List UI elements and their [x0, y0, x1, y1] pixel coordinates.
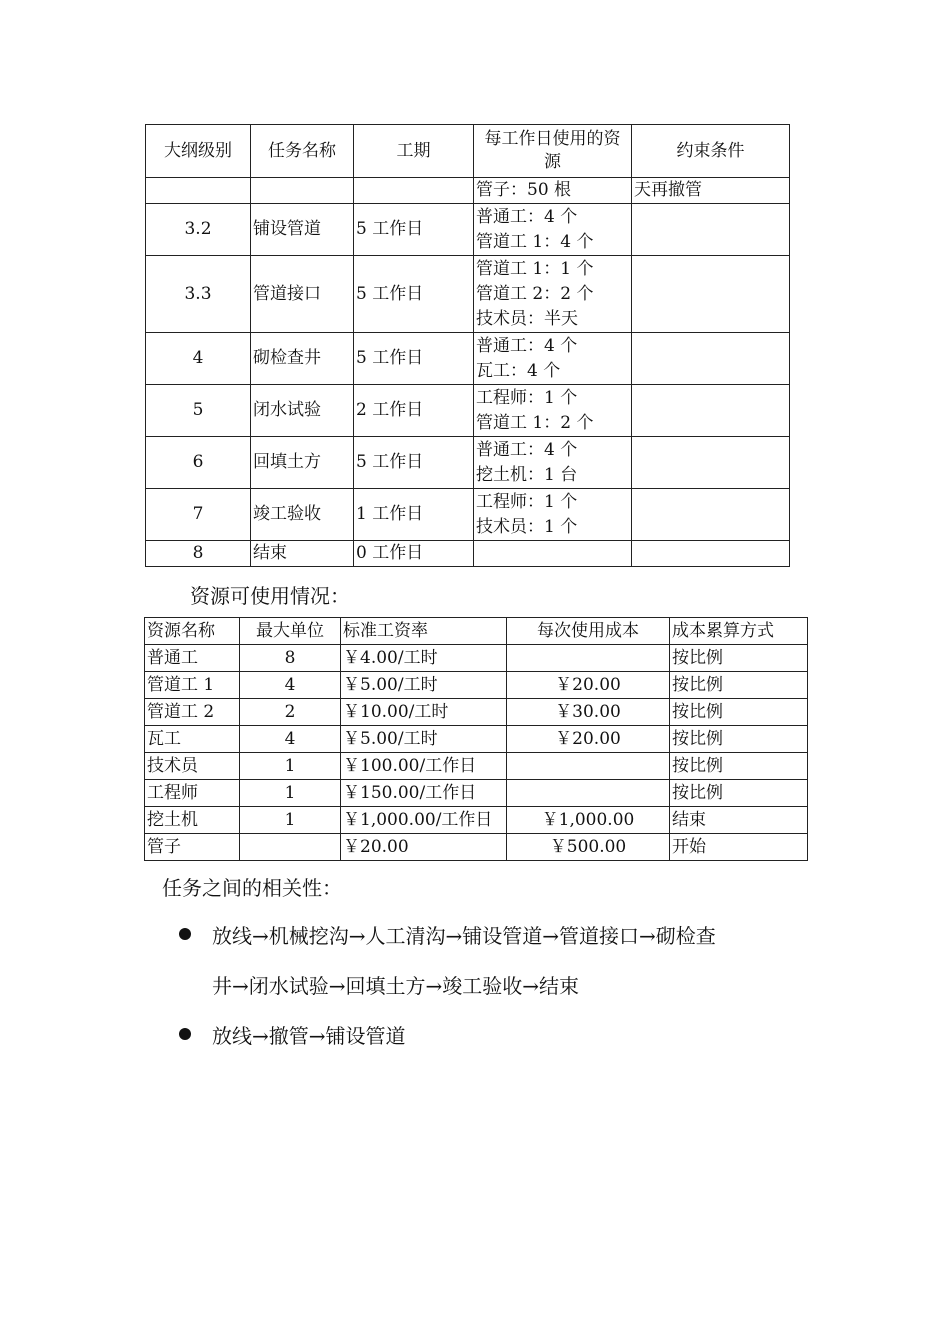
task-level: 3.3 — [146, 256, 251, 333]
resource-name: 瓦工 — [145, 726, 240, 753]
task-duration: 5 工作日 — [354, 256, 474, 333]
table-row — [145, 807, 808, 834]
resource-cost: ￥500.00 — [507, 834, 670, 861]
table-row — [145, 753, 808, 780]
task-resources — [474, 437, 632, 489]
task-level: 8 — [146, 541, 251, 567]
resource-cost: ￥1,000.00 — [507, 807, 670, 834]
task-level: 3.2 — [146, 204, 251, 256]
header-task-name: 任务名称 — [251, 125, 354, 178]
header-resources — [474, 125, 632, 178]
task-resources — [474, 385, 632, 437]
table-row — [145, 672, 808, 699]
task-constraint — [632, 204, 790, 256]
resource-line: 工程师：1 个 — [476, 491, 578, 512]
task-constraint — [632, 541, 790, 567]
header-constraint: 约束条件 — [632, 125, 790, 178]
table-row — [146, 385, 790, 437]
resource-max: 4 — [240, 726, 341, 753]
header-resources-line-1: 每工作日使用的资 — [484, 129, 621, 149]
task-duration: 0 工作日 — [354, 541, 474, 567]
task-level: 7 — [146, 489, 251, 541]
table-row — [146, 489, 790, 541]
resource-table-header-row — [145, 618, 808, 645]
dependency-line-1-continued: 井→闭水试验→回填土方→竣工验收→结束 — [212, 974, 580, 998]
task-level: 4 — [146, 333, 251, 385]
task-resources — [474, 256, 632, 333]
resource-accrual: 按比例 — [670, 672, 808, 699]
bullet-dot-icon — [179, 928, 191, 940]
resource-accrual: 按比例 — [670, 699, 808, 726]
task-resources — [474, 178, 632, 204]
header-cost-per-use: 每次使用成本 — [507, 618, 670, 645]
task-level: 6 — [146, 437, 251, 489]
resource-line: 管道工 2：2 个 — [476, 283, 594, 304]
task-resources — [474, 204, 632, 256]
task-duration: 2 工作日 — [354, 385, 474, 437]
task-constraint — [632, 437, 790, 489]
resource-line: 普通工：4 个 — [476, 206, 578, 227]
table-row — [146, 541, 790, 567]
header-resource-name: 资源名称 — [145, 618, 240, 645]
resource-name: 挖土机 — [145, 807, 240, 834]
table-row — [145, 699, 808, 726]
table-row — [146, 256, 790, 333]
task-duration: 5 工作日 — [354, 333, 474, 385]
task-constraint — [632, 333, 790, 385]
resource-cost — [507, 780, 670, 807]
resource-cost — [507, 645, 670, 672]
task-name: 闭水试验 — [251, 385, 354, 437]
resource-name: 管子 — [145, 834, 240, 861]
task-level — [146, 178, 251, 204]
table-row — [145, 726, 808, 753]
task-duration: 1 工作日 — [354, 489, 474, 541]
resource-rate: ￥20.00 — [341, 834, 507, 861]
resource-rate: ￥10.00/工时 — [341, 699, 507, 726]
resource-max: 1 — [240, 807, 341, 834]
resource-line: 普通工：4 个 — [476, 335, 578, 356]
task-resources — [474, 333, 632, 385]
table-row — [146, 178, 790, 204]
resource-name: 管道工 2 — [145, 699, 240, 726]
bullet-dot-icon — [179, 1028, 191, 1040]
dependency-line-1: 放线→机械挖沟→人工清沟→铺设管道→管道接口→砌检查 — [212, 924, 716, 948]
task-constraint — [632, 256, 790, 333]
resource-max: 4 — [240, 672, 341, 699]
resource-accrual: 开始 — [670, 834, 808, 861]
task-name: 铺设管道 — [251, 204, 354, 256]
resource-line: 工程师：1 个 — [476, 387, 578, 408]
task-resources — [474, 541, 632, 567]
header-resources-line-2: 源 — [544, 152, 561, 172]
resource-line: 技术员：1 个 — [476, 516, 578, 537]
header-accrual: 成本累算方式 — [670, 618, 808, 645]
resource-max — [240, 834, 341, 861]
resource-name: 技术员 — [145, 753, 240, 780]
table-row — [146, 204, 790, 256]
task-name: 竣工验收 — [251, 489, 354, 541]
resource-line: 管子：50 根 — [476, 180, 572, 200]
resource-rate: ￥100.00/工作日 — [341, 753, 507, 780]
resource-accrual: 按比例 — [670, 753, 808, 780]
task-duration — [354, 178, 474, 204]
task-constraint: 天再撤管 — [632, 178, 790, 204]
resource-cost — [507, 753, 670, 780]
resource-line: 挖土机：1 台 — [476, 464, 578, 485]
resource-line: 管道工 1：1 个 — [476, 258, 594, 279]
dependency-line-2: 放线→撤管→铺设管道 — [212, 1024, 406, 1048]
resource-name: 普通工 — [145, 645, 240, 672]
header-duration: 工期 — [354, 125, 474, 178]
resource-cost: ￥20.00 — [507, 726, 670, 753]
dependency-heading: 任务之间的相关性： — [162, 876, 342, 900]
task-resources — [474, 489, 632, 541]
resource-name: 管道工 1 — [145, 672, 240, 699]
resource-rate: ￥5.00/工时 — [341, 726, 507, 753]
task-name — [251, 178, 354, 204]
task-constraint — [632, 489, 790, 541]
resource-table — [144, 617, 808, 861]
table-row — [145, 645, 808, 672]
resource-line: 管道工 1：4 个 — [476, 231, 594, 252]
table-row — [145, 834, 808, 861]
resource-rate: ￥4.00/工时 — [341, 645, 507, 672]
resource-line: 普通工：4 个 — [476, 439, 578, 460]
resource-line: 瓦工：4 个 — [476, 360, 561, 381]
table-row — [146, 437, 790, 489]
resource-heading: 资源可使用情况： — [190, 584, 350, 608]
resource-accrual: 按比例 — [670, 780, 808, 807]
task-duration: 5 工作日 — [354, 437, 474, 489]
resource-accrual: 按比例 — [670, 726, 808, 753]
resource-cost: ￥30.00 — [507, 699, 670, 726]
resource-rate: ￥150.00/工作日 — [341, 780, 507, 807]
header-standard-rate: 标准工资率 — [341, 618, 507, 645]
table-row — [146, 333, 790, 385]
resource-name: 工程师 — [145, 780, 240, 807]
resource-rate: ￥5.00/工时 — [341, 672, 507, 699]
resource-accrual: 按比例 — [670, 645, 808, 672]
header-level: 大纲级别 — [146, 125, 251, 178]
task-level: 5 — [146, 385, 251, 437]
resource-accrual: 结束 — [670, 807, 808, 834]
resource-cost: ￥20.00 — [507, 672, 670, 699]
resource-max: 2 — [240, 699, 341, 726]
header-max-units: 最大单位 — [240, 618, 341, 645]
table-row — [145, 780, 808, 807]
resource-line: 技术员：半天 — [476, 308, 578, 329]
resource-max: 1 — [240, 780, 341, 807]
resource-line: 管道工 1：2 个 — [476, 412, 594, 433]
task-duration: 5 工作日 — [354, 204, 474, 256]
task-table — [145, 124, 790, 567]
resource-max: 8 — [240, 645, 341, 672]
task-name: 回填土方 — [251, 437, 354, 489]
task-table-header-row — [146, 125, 790, 178]
resource-max: 1 — [240, 753, 341, 780]
resource-rate: ￥1,000.00/工作日 — [341, 807, 507, 834]
task-name: 结束 — [251, 541, 354, 567]
task-name: 砌检查井 — [251, 333, 354, 385]
task-name: 管道接口 — [251, 256, 354, 333]
task-constraint — [632, 385, 790, 437]
